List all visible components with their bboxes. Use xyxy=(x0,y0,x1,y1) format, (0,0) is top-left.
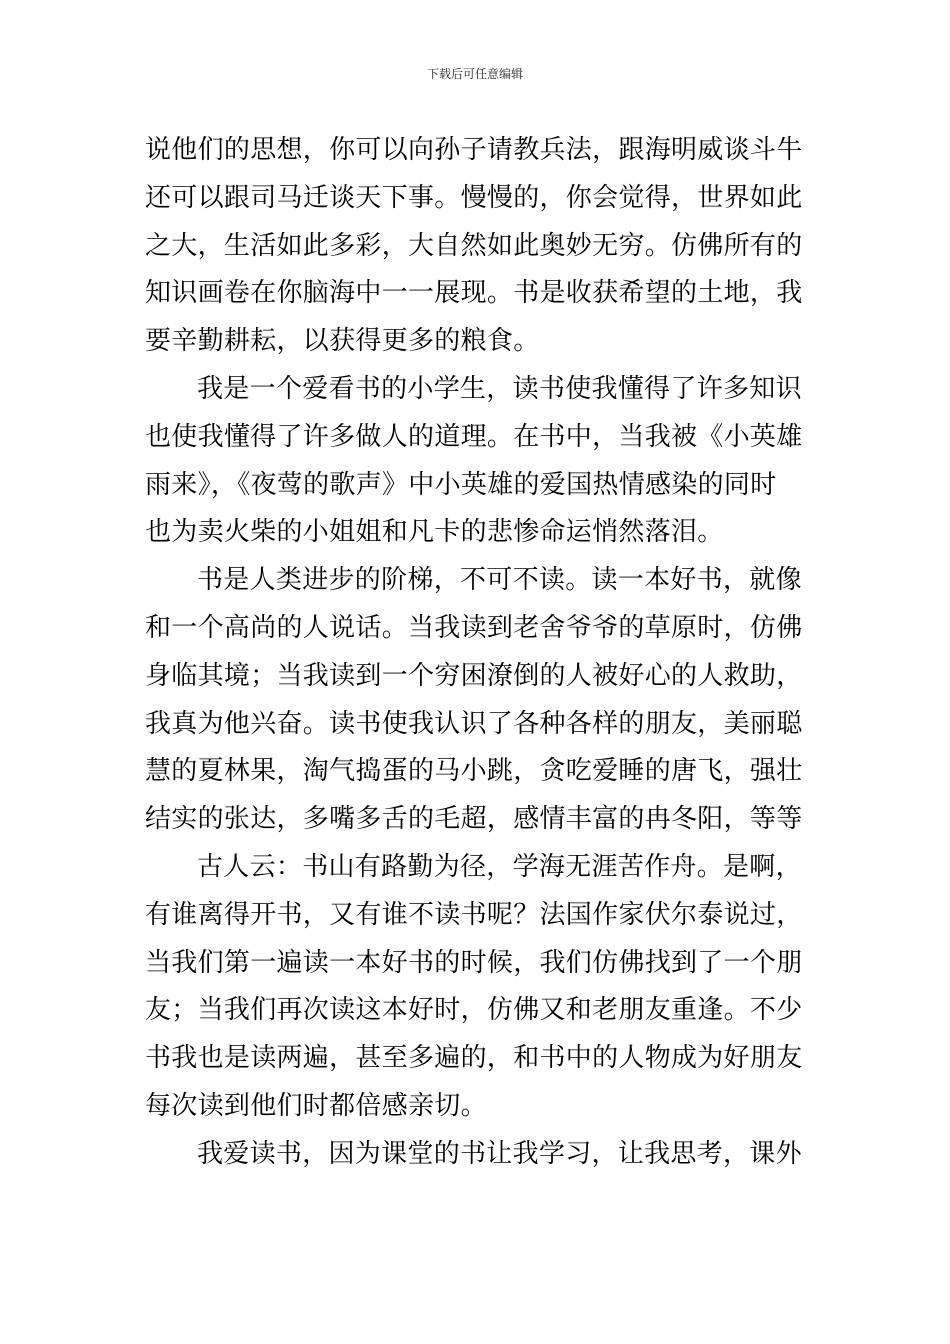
text-line: 还可以跟司马迁谈天下事。慢慢的，你会觉得，世界如此 xyxy=(145,182,803,213)
page-header: 下载后可任意编辑 xyxy=(426,67,523,81)
text-line: 友；当我们再次读这本好时，仿佛又和老朋友重逢。不少 xyxy=(145,995,803,1026)
text-line: 说他们的思想，你可以向孙子请教兵法，跟海明威谈斗牛 xyxy=(145,135,803,165)
document-body xyxy=(145,127,810,1179)
paragraph-start-line: 我爱读书，因为课堂的书让我学习，让我思考，课外 xyxy=(197,1138,802,1169)
text-line: 要辛勤耕耘，以获得更多的粮食。 xyxy=(145,326,540,357)
text-line: 也为卖火柴的小姐姐和凡卡的悲惨命运悄然落泪。 xyxy=(145,517,724,548)
text-line: 慧的夏林果，淘气捣蛋的马小跳，贪吃爱睡的唐飞，强壮 xyxy=(145,756,803,787)
text-line: 之大，生活如此多彩，大自然如此奥妙无穷。仿佛所有的 xyxy=(145,230,803,261)
text-line: 和一个高尚的人说话。当我读到老舍爷爷的草原时，仿佛 xyxy=(145,612,803,643)
text-line: 有谁离得开书，又有谁不读书呢？法国作家伏尔泰说过， xyxy=(145,899,803,930)
paragraph-start-line: 书是人类进步的阶梯，不可不读。读一本好书，就像 xyxy=(197,565,802,596)
paragraph-start-line: 古人云：书山有路勤为径，学海无涯苦作舟。是啊， xyxy=(197,851,802,882)
paragraph-start-line: 我是一个爱看书的小学生，读书使我懂得了许多知识 xyxy=(197,373,802,404)
text-line: 也使我懂得了许多做人的道理。在书中，当我被《小英雄 xyxy=(145,421,803,452)
text-line: 知识画卷在你脑海中一一展现。书是收获希望的土地，我 xyxy=(145,278,803,309)
text-line: 身临其境；当我读到一个穷困潦倒的人被好心的人救助， xyxy=(145,660,803,691)
text-line: 雨来》，《夜莺的歌声》中小英雄的爱国热情感染的同时 xyxy=(145,469,777,500)
text-line: 每次读到他们时都倍感亲切。 xyxy=(145,1090,487,1121)
text-line: 当我们第一遍读一本好书的时候，我们仿佛找到了一个朋 xyxy=(145,947,803,978)
text-line: 书我也是读两遍，甚至多遍的，和书中的人物成为好朋友 xyxy=(145,1043,803,1074)
text-line: 我真为他兴奋。读书使我认识了各种各样的朋友，美丽聪 xyxy=(145,708,803,739)
text-line: 结实的张达，多嘴多舌的毛超，感情丰富的冉冬阳，等等 xyxy=(145,804,803,835)
